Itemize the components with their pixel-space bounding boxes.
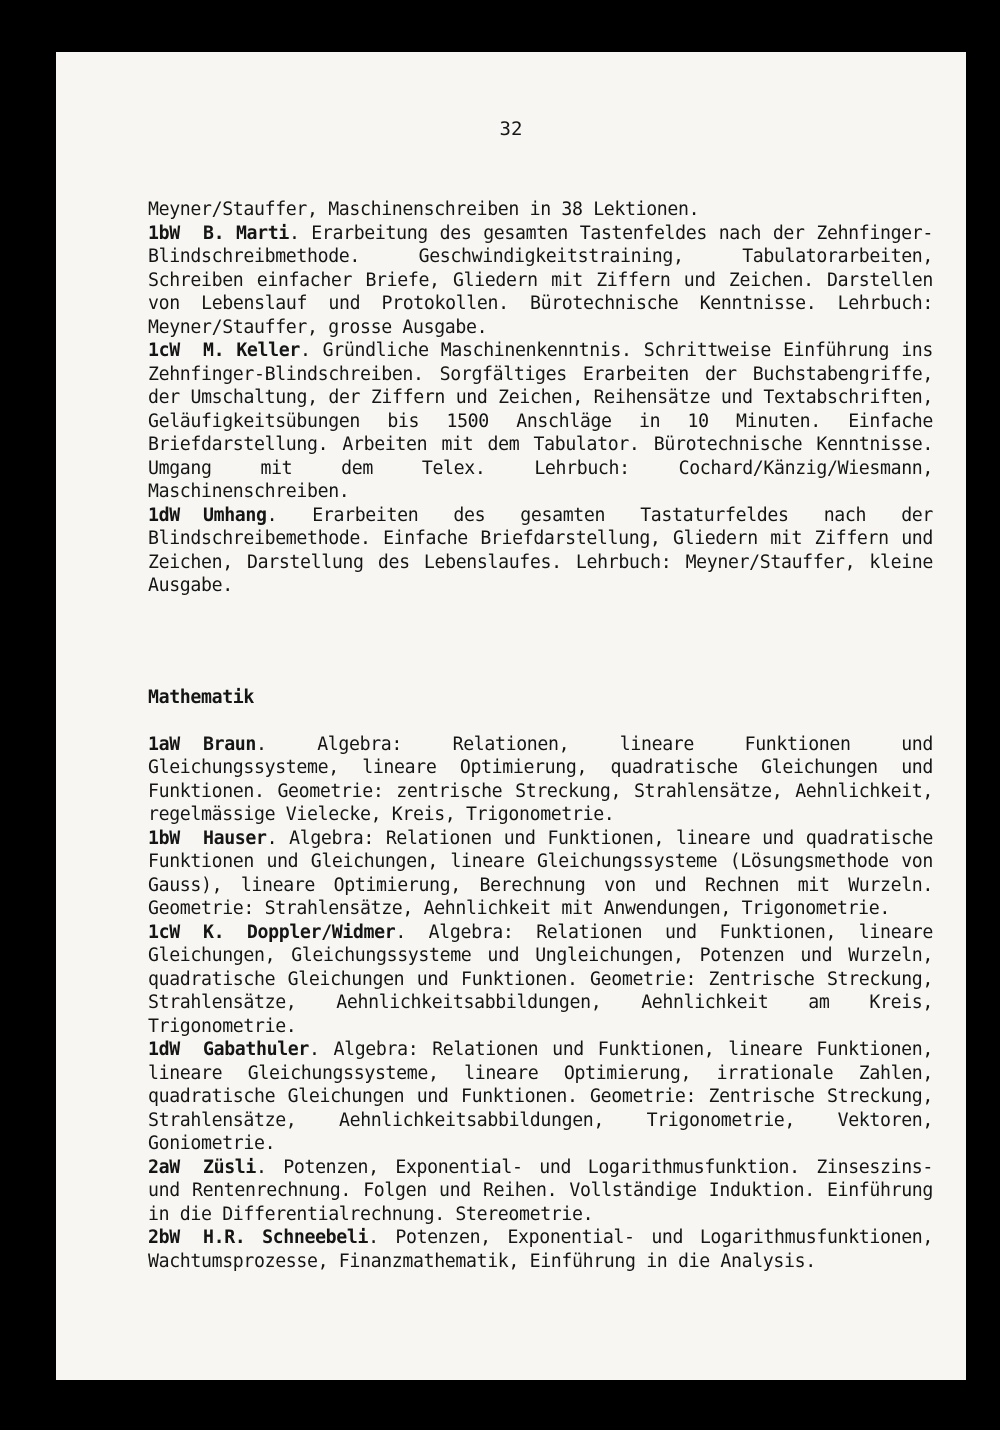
teacher-name: Braun [203, 733, 256, 755]
class-code: 1dW [148, 1039, 180, 1060]
teacher-name: M. Keller [203, 340, 300, 361]
course-entry-1bw-typing [148, 222, 933, 340]
math-entry-1cw [148, 921, 933, 1039]
intro-line: Meyner/Stauffer, Maschinenschreiben in 38 Lektionen. [148, 199, 700, 220]
math-entry-2bw [148, 1226, 933, 1273]
course-description: . Algebra: Relationen, lineare Funktionen und Gleichungssysteme, lineare Optimierung, quadratische Gleichungen und Funktionen. Geometrie: zentrische Streckung, Strahlensätze, Aehnlichkeit, regelmässige Vielecke, Kreis, Trigonometrie. [148, 733, 933, 825]
course-description: . Erarbeiten des gesamten Tastaturfeldes nach der Blindschreibemethode. Einfache Briefdarstellung, Gliedern mit Ziffern und Zeichen, Darstellung des Lebenslaufes. Lehrbuch: Meyner/Stauffer, kleine Ausgabe. [148, 504, 933, 596]
class-code: 1aW [148, 733, 180, 755]
mathematics-section [148, 686, 933, 1273]
teacher-name: Hauser [203, 827, 267, 849]
teacher-name: Gabathuler [203, 1039, 309, 1060]
course-description: . Potenzen, Exponential- und Logarithmusfunktionen, Wachtumsprozesse, Finanzmathematik, Einführung in die Analysis. [148, 1227, 934, 1272]
page-number: 32 [499, 118, 523, 140]
math-entry-1bw [148, 827, 933, 921]
course-description: . Gründliche Maschinenkenntnis. Schrittweise Einführung ins Zehnfinger-Blindschreiben. Sorgfältiges Erarbeiten der Buchstabengriffe, der Umschaltung, der Ziffern und Zeichen, Reihensätze und Textabschriften, Geläufigkeitsübungen bis 1500 Anschläge in 10 Minuten. Einfache Briefdarstellung. Arbeiten mit dem Tabulator. Bürotechnische Kenntnisse. Umgang mit dem Telex. Lehrbuch: Cochard/Känzig/Wiesmann, Maschinenschreiben. [148, 340, 933, 502]
math-entry-1aw [148, 733, 933, 827]
course-entry-1dw-typing [148, 504, 933, 598]
typing-course-section [148, 198, 933, 598]
teacher-name: Umhang [203, 504, 267, 526]
class-code: 1cW [148, 340, 180, 361]
section-heading-mathematics: Mathematik [148, 687, 254, 708]
teacher-name: H.R. Schneebeli [203, 1227, 369, 1248]
teacher-name: K. Doppler/Widmer [203, 921, 396, 943]
class-code: 2aW [148, 1156, 180, 1178]
course-description: . Algebra: Relationen und Funktionen, lineare und quadratische Funktionen und Gleichungen, lineare Gleichungssysteme (Lösungsmethode von Gauss), lineare Optimierung, Berechnung von und Rechnen mit Wurzeln. Geometrie: Strahlensätze, Aehnlichkeit mit Anwendungen, Trigonometrie. [148, 827, 933, 919]
class-code: 1dW [148, 504, 180, 526]
class-code: 1bW [148, 827, 180, 849]
document-page [56, 52, 966, 1380]
course-entry-1cw-typing [148, 339, 933, 504]
course-description: . Algebra: Relationen und Funktionen, lineare Gleichungen, Gleichungssysteme und Ungleichungen, Potenzen und Wurzeln, quadratische Gleichungen und Funktionen. Geometrie: Zentrische Streckung, Strahlensätze, Aehnlichkeitsabbildungen, Aehnlichkeit am Kreis, Trigonometrie. [148, 921, 933, 1037]
math-entry-1dw [148, 1038, 933, 1156]
math-entry-2aw [148, 1156, 933, 1227]
course-description: . Algebra: Relationen und Funktionen, lineare Funktionen, lineare Gleichungssysteme, lineare Optimierung, irrationale Zahlen, quadratische Gleichungen und Funktionen. Geometrie: Zentrische Streckung, Strahlensätze, Aehnlichkeitsabbildungen, Trigonometrie, Vektoren, Goniometrie. [148, 1039, 933, 1154]
class-code: 1bW [148, 222, 180, 244]
class-code: 2bW [148, 1227, 180, 1248]
class-code: 1cW [148, 921, 180, 943]
teacher-name: B. Marti [203, 222, 289, 244]
course-description: . Erarbeitung des gesamten Tastenfeldes nach der Zehnfinger-Blindschreibmethode. Geschwindigkeitstraining, Tabulatorarbeiten, Schreiben einfacher Briefe, Gliedern mit Ziffern und Zeichen. Darstellen von Lebenslauf und Protokollen. Bürotechnische Kenntnisse. Lehrbuch: Meyner/Stauffer, grosse Ausgabe. [148, 222, 933, 338]
course-description: . Potenzen, Exponential- und Logarithmusfunktion. Zinseszins- und Rentenrechnung. Folgen und Reihen. Vollständige Induktion. Einführung in die Differentialrechnung. Stereometrie. [148, 1156, 933, 1225]
teacher-name: Züsli [203, 1156, 256, 1178]
